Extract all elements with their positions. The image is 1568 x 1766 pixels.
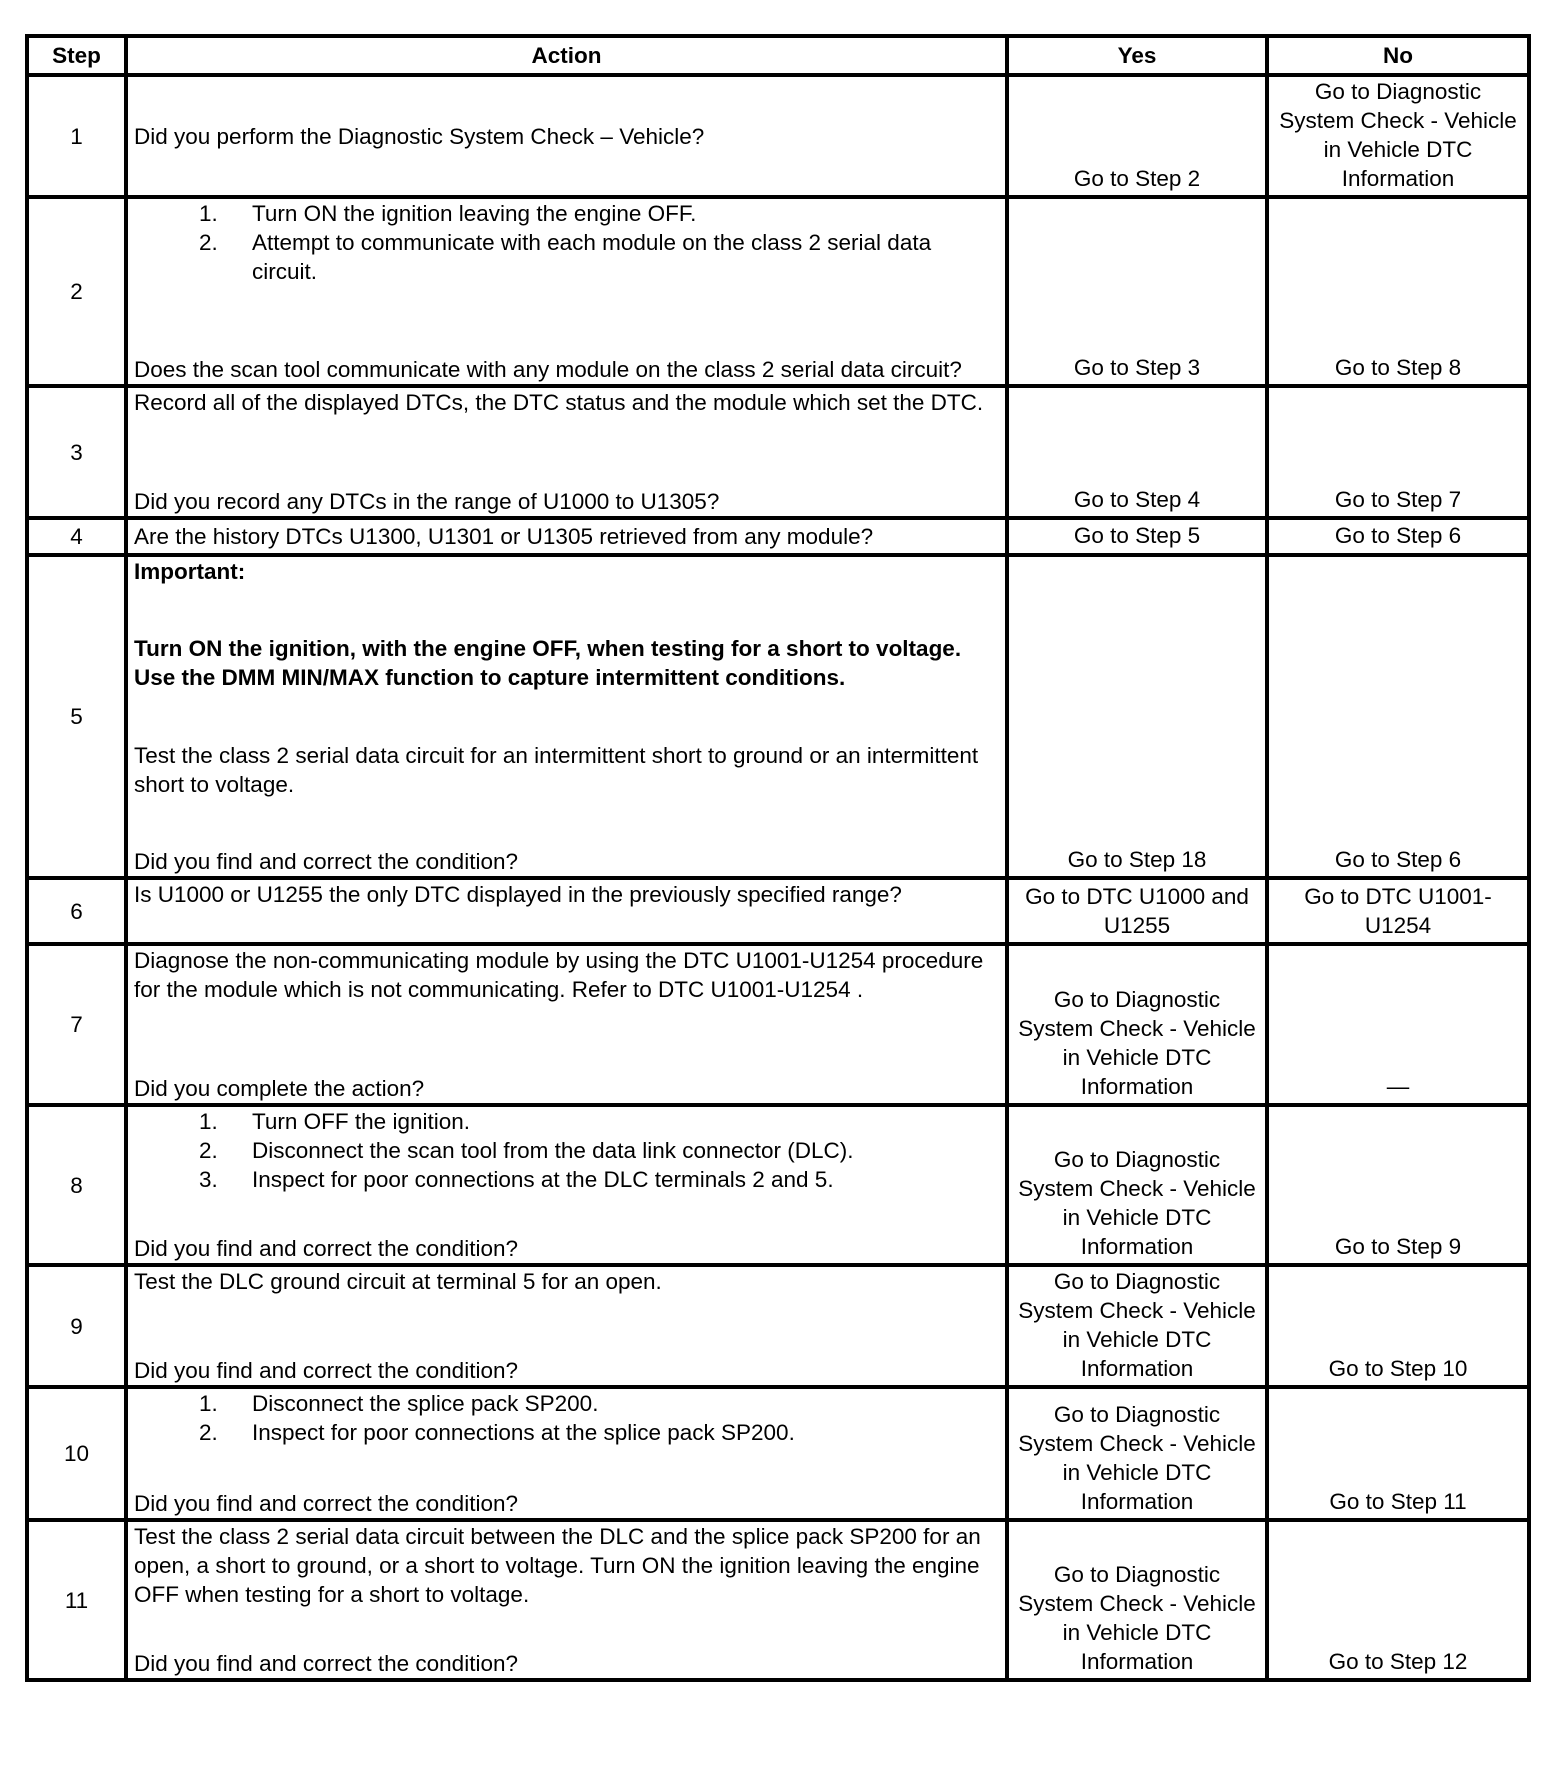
step-number: 2 — [27, 197, 126, 386]
action-step: 2. Attempt to communicate with each module on the class 2 serial data circuit. — [224, 228, 999, 286]
action-cell — [126, 75, 1007, 197]
action-text: Is U1000 or U1255 the only DTC displayed in the previously specified range? — [134, 882, 902, 907]
action-steps-list — [134, 1107, 999, 1194]
table-row — [27, 1387, 1529, 1520]
yes-result: Go to Step 5 — [1007, 518, 1267, 555]
action-cell — [126, 878, 1007, 944]
step-number: 9 — [27, 1265, 126, 1387]
table-row — [27, 555, 1529, 878]
action-text: Test the DLC ground circuit at terminal 5 for an open. — [134, 1269, 662, 1294]
action-steps-list — [134, 199, 999, 286]
action-text: Did you find and correct the condition? — [134, 848, 518, 874]
action-text: Test the class 2 serial data circuit for an intermittent short to ground or an intermittent short to voltage. — [134, 742, 979, 797]
step-number: 10 — [27, 1387, 126, 1520]
action-text: Did you find and correct the condition? — [134, 1491, 518, 1516]
table-row — [27, 197, 1529, 386]
step-number: 7 — [27, 944, 126, 1105]
action-text: Did you find and correct the condition? — [134, 1651, 518, 1676]
action-cell — [126, 555, 1007, 878]
table-row — [27, 1520, 1529, 1680]
action-text: Did you find and correct the condition? — [134, 1358, 518, 1383]
no-result: Go to Step 12 — [1267, 1520, 1529, 1680]
action-cell — [126, 1105, 1007, 1265]
action-cell — [126, 1265, 1007, 1387]
no-result: Go to Diagnostic System Check - Vehicle in Vehicle DTC Information — [1267, 75, 1529, 197]
table-row — [27, 75, 1529, 197]
table-row — [27, 944, 1529, 1105]
no-result: Go to Step 9 — [1267, 1105, 1529, 1265]
yes-result: Go to Step 2 — [1007, 75, 1267, 197]
header-no: No — [1267, 36, 1529, 75]
table-row — [27, 1265, 1529, 1387]
step-number: 11 — [27, 1520, 126, 1680]
action-text: Did you find and correct the condition? — [134, 1236, 518, 1261]
action-text: Record all of the displayed DTCs, the DTC status and the module which set the DTC. — [134, 390, 984, 415]
header-yes: Yes — [1007, 36, 1267, 75]
important-note: Important: — [134, 559, 246, 584]
action-text: Diagnose the non-communicating module by using the DTC U1001-U1254 procedure for the module which is not communicating. Refer to DTC U1001-U1254 . — [134, 948, 984, 1002]
yes-result: Go to Diagnostic System Check - Vehicle in Vehicle DTC Information — [1007, 1520, 1267, 1680]
step-number: 3 — [27, 386, 126, 518]
yes-result: Go to DTC U1000 and U1255 — [1007, 878, 1267, 944]
action-cell — [126, 197, 1007, 386]
diagnostic-table — [25, 34, 1531, 1682]
action-text: Did you record any DTCs in the range of U1000 to U1305? — [134, 489, 720, 514]
important-note: Turn ON the ignition, with the engine OFF, when testing for a short to voltage. Use the DMM MIN/MAX function to capture intermittent conditions. — [134, 636, 962, 691]
action-text: Does the scan tool communicate with any module on the class 2 serial data circuit? — [134, 357, 962, 382]
no-result: Go to DTC U1001-U1254 — [1267, 878, 1529, 944]
action-cell — [126, 518, 1007, 555]
step-number: 8 — [27, 1105, 126, 1265]
yes-result: Go to Diagnostic System Check - Vehicle in Vehicle DTC Information — [1007, 944, 1267, 1105]
action-cell — [126, 1520, 1007, 1680]
no-result: Go to Step 8 — [1267, 197, 1529, 386]
action-step: 1. Disconnect the splice pack SP200. — [224, 1389, 999, 1418]
step-number: 5 — [27, 555, 126, 878]
action-step: 1. Turn OFF the ignition. — [224, 1107, 999, 1136]
no-result: Go to Step 6 — [1267, 555, 1529, 878]
table-row — [27, 518, 1529, 555]
action-text: Did you complete the action? — [134, 1076, 425, 1101]
table-row — [27, 878, 1529, 944]
header-row — [27, 36, 1529, 75]
action-steps-list — [134, 1389, 999, 1447]
no-result: Go to Step 10 — [1267, 1265, 1529, 1387]
no-result: Go to Step 6 — [1267, 518, 1529, 555]
no-result: Go to Step 7 — [1267, 386, 1529, 518]
action-text: Did you perform the Diagnostic System Check – Vehicle? — [134, 123, 705, 149]
action-step: 1. Turn ON the ignition leaving the engine OFF. — [224, 199, 999, 228]
action-step: 3. Inspect for poor connections at the DLC terminals 2 and 5. — [224, 1165, 999, 1194]
no-result: Go to Step 11 — [1267, 1387, 1529, 1520]
action-step: 2. Disconnect the scan tool from the data link connector (DLC). — [224, 1136, 999, 1165]
table-row — [27, 1105, 1529, 1265]
action-cell — [126, 1387, 1007, 1520]
yes-result: Go to Diagnostic System Check - Vehicle in Vehicle DTC Information — [1007, 1105, 1267, 1265]
yes-result: Go to Step 18 — [1007, 555, 1267, 878]
step-number: 6 — [27, 878, 126, 944]
action-text: Test the class 2 serial data circuit between the DLC and the splice pack SP200 for an open, a short to ground, or a short to voltage. Turn ON the ignition leaving the engine OFF when testing for a short to voltage. — [134, 1524, 981, 1607]
yes-result: Go to Diagnostic System Check - Vehicle in Vehicle DTC Information — [1007, 1265, 1267, 1387]
header-step: Step — [27, 36, 126, 75]
step-number: 4 — [27, 518, 126, 555]
yes-result: Go to Step 3 — [1007, 197, 1267, 386]
action-cell — [126, 386, 1007, 518]
yes-result: Go to Step 4 — [1007, 386, 1267, 518]
yes-result: Go to Diagnostic System Check - Vehicle in Vehicle DTC Information — [1007, 1387, 1267, 1520]
action-step: 2. Inspect for poor connections at the splice pack SP200. — [224, 1418, 999, 1447]
step-number: 1 — [27, 75, 126, 197]
no-result: — — [1267, 944, 1529, 1105]
header-action: Action — [126, 36, 1007, 75]
action-cell — [126, 944, 1007, 1105]
table-row — [27, 386, 1529, 518]
action-text: Are the history DTCs U1300, U1301 or U1305 retrieved from any module? — [134, 524, 874, 549]
